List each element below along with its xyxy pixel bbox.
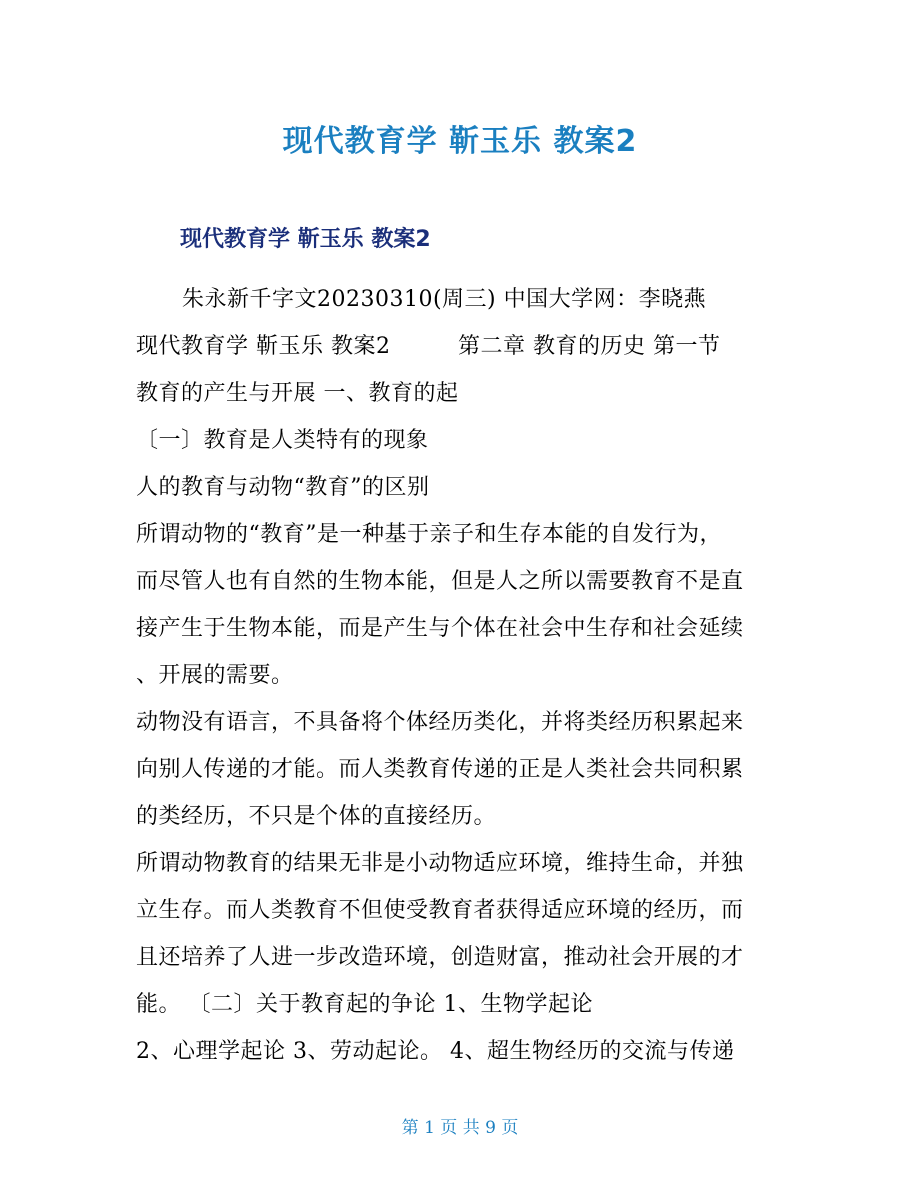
paragraph-line: 所谓动物的“教育”是一种基于亲子和生存本能的自发行为， bbox=[136, 522, 722, 547]
paragraph-line: 2、心理学起论 3、劳动起论。 4、超生物经历的交流与传递 bbox=[136, 1039, 735, 1064]
paragraph-line: 人的教育与动物“教育”的区别 bbox=[136, 475, 430, 500]
document-body bbox=[136, 276, 796, 1075]
document-title: 现代教育学 靳玉乐 教案2 bbox=[282, 124, 638, 159]
section-heading: 现代教育学 靳玉乐 教案2 bbox=[180, 227, 431, 252]
paragraph-line: 朱永新千字文20230310(周三) 中国大学网：李晓燕 bbox=[182, 287, 707, 312]
paragraph-line: 所谓动物教育的结果无非是小动物适应环境，维持生命，并独 bbox=[136, 851, 744, 876]
paragraph-line: 动物没有语言，不具备将个体经历类化，并将类经历积累起来 bbox=[136, 710, 744, 735]
page-number-footer: 第 1 页 共 9 页 bbox=[401, 1118, 519, 1138]
paragraph-line: 而尽管人也有自然的生物本能，但是人之所以需要教育不是直 bbox=[136, 569, 744, 594]
paragraph-line: 立生存。而人类教育不但使受教育者获得适应环境的经历，而 bbox=[136, 898, 744, 923]
paragraph-line: 能。 〔二〕关于教育起的争论 1、生物学起论 bbox=[136, 992, 593, 1017]
paragraph-line: 接产生于生物本能，而是产生与个体在社会中生存和社会延续 bbox=[136, 616, 744, 641]
paragraph-line: 现代教育学 靳玉乐 教案2 第二章 教育的历史 第一节 bbox=[136, 334, 721, 359]
paragraph-line: 的类经历，不只是个体的直接经历。 bbox=[136, 804, 497, 829]
paragraph-line: 〔一〕教育是人类特有的现象 bbox=[136, 428, 429, 453]
paragraph-line: 且还培养了人进一步改造环境，创造财富，推动社会开展的才 bbox=[136, 945, 744, 970]
paragraph-line: 、开展的需要。 bbox=[136, 663, 294, 688]
paragraph-line: 向别人传递的才能。而人类教育传递的正是人类社会共同积累 bbox=[136, 757, 744, 782]
paragraph-line: 教育的产生与开展 一、教育的起 bbox=[136, 381, 459, 406]
